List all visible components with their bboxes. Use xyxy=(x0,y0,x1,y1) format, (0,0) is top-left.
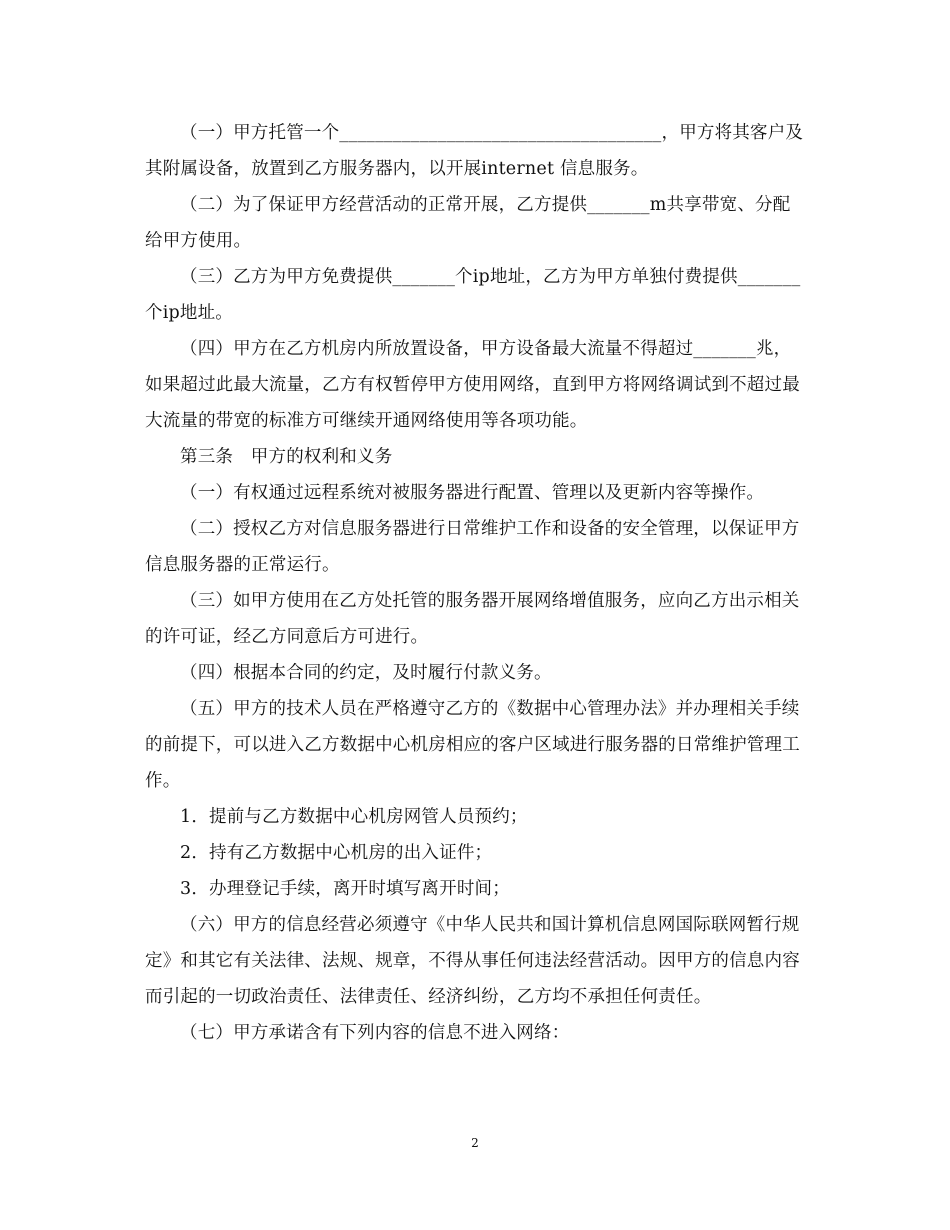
paragraph-10: （六）甲方的信息经营必须遵守《中华人民共和国计算机信息网国际联网暂行规定》和其它有关法律、法规、规章，不得从事任何违法经营活动。因甲方的信息内容而引起的一切政治责任、法律责任、经济纠纷，乙方均不承担任何责任。 xyxy=(145,915,800,1007)
list-item-1: 1．提前与乙方数据中心机房网管人员预约； xyxy=(180,807,528,827)
paragraph-8: （四）根据本合同的约定，及时履行付款义务。 xyxy=(180,663,552,683)
document-body xyxy=(145,115,805,1051)
paragraph-3: （三）乙方为甲方免费提供_______个ip地址，乙方为甲方单独付费提供_______个ip地址。 xyxy=(145,267,801,323)
section-heading-article-3: 第三条 甲方的权利和义务 xyxy=(180,447,393,467)
page-number: 2 xyxy=(471,1136,479,1150)
paragraph-6: （二）授权乙方对信息服务器进行日常维护工作和设备的安全管理，以保证甲方信息服务器的正常运行。 xyxy=(145,519,800,575)
paragraph-1: （一）甲方托管一个____________________________________，甲方将其客户及其附属设备，放置到乙方服务器内，以开展internet 信息服务。 xyxy=(145,123,804,179)
paragraph-4: （四）甲方在乙方机房内所放置设备，甲方设备最大流量不得超过_______兆，如果超过此最大流量，乙方有权暂停甲方使用网络，直到甲方将网络调试到不超过最大流量的带宽的标准方可继续开通网络使用等各项功能。 xyxy=(145,339,800,431)
paragraph-9: （五）甲方的技术人员在严格遵守乙方的《数据中心管理办法》并办理相关手续的前提下，可以进入乙方数据中心机房相应的客户区域进行服务器的日常维护管理工作。 xyxy=(145,699,800,791)
paragraph-2: （二）为了保证甲方经营活动的正常开展，乙方提供_______m共享带宽、分配给甲方使用。 xyxy=(145,195,791,251)
paragraph-11: （七）甲方承诺含有下列内容的信息不进入网络： xyxy=(180,1023,570,1043)
paragraph-5: （一）有权通过远程系统对被服务器进行配置、管理以及更新内容等操作。 xyxy=(180,483,765,503)
list-item-2: 2．持有乙方数据中心机房的出入证件； xyxy=(180,843,493,863)
list-item-3: 3．办理登记手续，离开时填写离开时间； xyxy=(180,879,510,899)
paragraph-7: （三）如甲方使用在乙方处托管的服务器开展网络增值服务，应向乙方出示相关的许可证，经乙方同意后方可进行。 xyxy=(145,591,800,647)
